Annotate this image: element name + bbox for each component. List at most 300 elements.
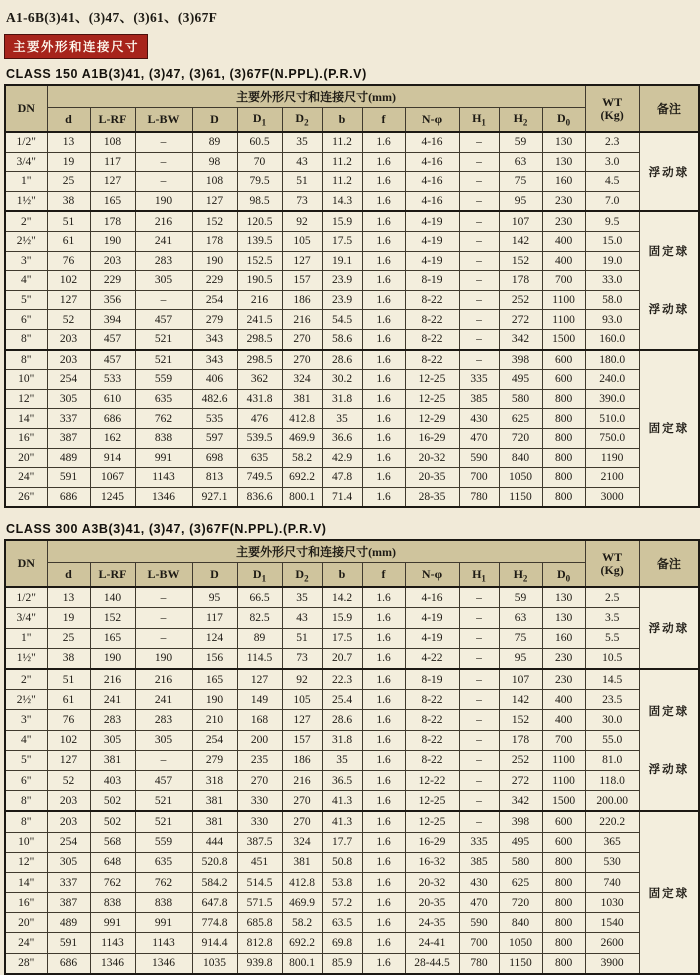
table-cell: 356 <box>90 290 135 310</box>
table-cell: 482.6 <box>192 389 237 409</box>
table-cell: 43 <box>282 608 322 628</box>
table-cell: 19.0 <box>585 251 639 271</box>
table-cell: 335 <box>459 832 499 852</box>
dn-cell: 20" <box>5 913 47 933</box>
table-cell: 102 <box>47 730 90 750</box>
table-cell: 568 <box>90 832 135 852</box>
table-cell: 800 <box>542 933 585 953</box>
table-cell: 252 <box>499 750 542 770</box>
table-cell: 152 <box>499 710 542 730</box>
table-row <box>5 329 699 349</box>
table-cell: 98.5 <box>237 191 282 211</box>
table-cell: 337 <box>47 409 90 429</box>
table-cell: 412.8 <box>282 409 322 429</box>
page-title: A1-6B(3)41、(3)47、(3)61、(3)67F <box>6 10 218 25</box>
table-cell: 298.5 <box>237 350 282 370</box>
table-cell: 495 <box>499 370 542 390</box>
table-cell: 692.2 <box>282 468 322 488</box>
table-cell: 190 <box>192 690 237 710</box>
table-cell: – <box>135 152 192 172</box>
dn-cell: 1½" <box>5 648 47 669</box>
table-cell: – <box>459 770 499 790</box>
table-cell: 190.5 <box>237 271 282 291</box>
table-cell: 800 <box>542 487 585 507</box>
dn-cell: 2½" <box>5 690 47 710</box>
table-cell: 12-25 <box>405 811 459 832</box>
table-cell: 469.9 <box>282 428 322 448</box>
class300-table-container <box>4 539 696 975</box>
table-cell: 305 <box>90 730 135 750</box>
table-cell: 105 <box>282 690 322 710</box>
table-cell: 230 <box>542 648 585 669</box>
remark-label-stack <box>640 420 699 436</box>
table-row <box>5 628 699 648</box>
table-cell: 20-32 <box>405 872 459 892</box>
table-cell: 800 <box>542 409 585 429</box>
col-header-h1: $H_1$ <box>459 108 499 133</box>
table-cell: 127 <box>282 710 322 730</box>
table-cell: 51 <box>47 211 90 231</box>
table-cell: – <box>459 172 499 192</box>
table-cell: 200.00 <box>585 791 639 812</box>
table-cell: 1.6 <box>362 893 405 913</box>
table-cell: – <box>459 648 499 669</box>
table-cell: 635 <box>237 448 282 468</box>
table-cell: 1150 <box>499 487 542 507</box>
table-cell: 270 <box>237 770 282 790</box>
table-cell: 102 <box>47 271 90 291</box>
table-cell: 335 <box>459 370 499 390</box>
table-cell: 1.6 <box>362 791 405 812</box>
table-cell: 22.3 <box>322 669 362 690</box>
table-cell: 43 <box>282 152 322 172</box>
col-header-d: D <box>192 563 237 588</box>
table-cell: 812.8 <box>237 933 282 953</box>
table-cell: 4.5 <box>585 172 639 192</box>
table-cell: 35 <box>282 132 322 152</box>
table-cell: 1.6 <box>362 132 405 152</box>
table-cell: 698 <box>192 448 237 468</box>
table-cell: 28.6 <box>322 710 362 730</box>
dn-cell: 12" <box>5 389 47 409</box>
dn-cell: 1" <box>5 172 47 192</box>
table-cell: 1.6 <box>362 409 405 429</box>
table-cell: 1.6 <box>362 832 405 852</box>
table-cell: – <box>135 628 192 648</box>
table-cell: 165 <box>90 628 135 648</box>
dn-cell: 16" <box>5 428 47 448</box>
table-cell: 270 <box>282 791 322 812</box>
table-cell: 12-25 <box>405 370 459 390</box>
table-cell: 272 <box>499 770 542 790</box>
table-cell: 750.0 <box>585 428 639 448</box>
table-cell: 470 <box>459 428 499 448</box>
table-cell: 270 <box>282 329 322 349</box>
table-cell: 57.2 <box>322 893 362 913</box>
table-cell: 95 <box>499 191 542 211</box>
table-cell: 69.8 <box>322 933 362 953</box>
table-cell: – <box>135 290 192 310</box>
table-cell: 648 <box>90 852 135 872</box>
table-cell: 279 <box>192 310 237 330</box>
table-cell: 35 <box>282 587 322 608</box>
table-cell: 61 <box>47 231 90 251</box>
table-cell: 127 <box>47 750 90 770</box>
table-cell: 8-22 <box>405 750 459 770</box>
table-cell: 533 <box>90 370 135 390</box>
table-cell: – <box>135 587 192 608</box>
table-cell: 385 <box>459 389 499 409</box>
table-cell: 381 <box>192 811 237 832</box>
table-cell: 95 <box>499 648 542 669</box>
dn-cell: 5" <box>5 750 47 770</box>
table-cell: 559 <box>135 832 192 852</box>
remark-label: 固定球 <box>648 706 690 719</box>
table-cell: 635 <box>135 852 192 872</box>
dn-cell: 3/4" <box>5 152 47 172</box>
table-cell: 142 <box>499 690 542 710</box>
table-row <box>5 872 699 892</box>
dn-cell: 2" <box>5 669 47 690</box>
table-cell: 60.5 <box>237 132 282 152</box>
remark-label: 浮动球 <box>648 304 690 317</box>
table-cell: 381 <box>282 389 322 409</box>
table-cell: 469.9 <box>282 893 322 913</box>
table-cell: 55.0 <box>585 730 639 750</box>
remark-label-stack <box>640 243 699 317</box>
table-cell: 762 <box>90 872 135 892</box>
table-cell: 686 <box>47 953 90 974</box>
table-row <box>5 132 699 152</box>
table-cell: 1.6 <box>362 608 405 628</box>
table-cell: 81.0 <box>585 750 639 770</box>
table-cell: 1190 <box>585 448 639 468</box>
table-cell: 1.6 <box>362 231 405 251</box>
table-cell: 1.6 <box>362 370 405 390</box>
table-cell: 387.5 <box>237 832 282 852</box>
table-cell: 800 <box>542 913 585 933</box>
table-cell: 38 <box>47 648 90 669</box>
table-cell: 63 <box>499 152 542 172</box>
table-row <box>5 913 699 933</box>
table-cell: 240.0 <box>585 370 639 390</box>
col-header-b: b <box>322 108 362 133</box>
table-cell: 20-32 <box>405 448 459 468</box>
table-cell: 190 <box>135 648 192 669</box>
table-cell: 58.2 <box>282 448 322 468</box>
table-cell: 23.9 <box>322 271 362 291</box>
table-cell: 4-16 <box>405 172 459 192</box>
table-cell: 381 <box>282 852 322 872</box>
table-cell: 991 <box>135 448 192 468</box>
table-cell: 107 <box>499 669 542 690</box>
table-cell: 1143 <box>135 468 192 488</box>
remark-label-stack <box>640 703 699 777</box>
table-cell: 700 <box>542 730 585 750</box>
table-row <box>5 211 699 231</box>
table-cell: 1.6 <box>362 587 405 608</box>
table-row <box>5 389 699 409</box>
table-cell: 15.9 <box>322 211 362 231</box>
table-cell: 16-32 <box>405 852 459 872</box>
table-cell: 7.0 <box>585 191 639 211</box>
table-cell: 3000 <box>585 487 639 507</box>
table-cell: 489 <box>47 448 90 468</box>
table-cell: 1150 <box>499 953 542 974</box>
table-cell: 2.5 <box>585 587 639 608</box>
table-cell: 35 <box>322 750 362 770</box>
table-cell: – <box>459 669 499 690</box>
table-cell: 52 <box>47 770 90 790</box>
table-cell: 20.7 <box>322 648 362 669</box>
dn-cell: 20" <box>5 448 47 468</box>
table-cell: 381 <box>90 750 135 770</box>
table-cell: 241 <box>135 690 192 710</box>
table-cell: 124 <box>192 628 237 648</box>
table-cell: 12-25 <box>405 791 459 812</box>
dn-cell: 3/4" <box>5 608 47 628</box>
table-row <box>5 852 699 872</box>
table-cell: – <box>459 271 499 291</box>
table-cell: 444 <box>192 832 237 852</box>
table-row <box>5 811 699 832</box>
table-cell: 1.6 <box>362 690 405 710</box>
table-cell: 130 <box>542 608 585 628</box>
table-row <box>5 428 699 448</box>
table-cell: 117 <box>192 608 237 628</box>
table-cell: 10.5 <box>585 648 639 669</box>
table-cell: 431.8 <box>237 389 282 409</box>
table-row <box>5 271 699 291</box>
table-cell: 1.6 <box>362 152 405 172</box>
dn-cell: 10" <box>5 370 47 390</box>
table-cell: 1346 <box>135 953 192 974</box>
dn-cell: 6" <box>5 310 47 330</box>
table-row <box>5 669 699 690</box>
table-cell: 1050 <box>499 933 542 953</box>
col-header-lbw: L-BW <box>135 108 192 133</box>
col-header-group: 主要外形尺寸和连接尺寸(mm) <box>47 85 585 108</box>
table-cell: 1035 <box>192 953 237 974</box>
table-cell: 692.2 <box>282 933 322 953</box>
table-cell: – <box>459 211 499 231</box>
table-cell: 571.5 <box>237 893 282 913</box>
table-row <box>5 172 699 192</box>
col-header-d2: $D_2$ <box>282 108 322 133</box>
table-cell: 838 <box>90 893 135 913</box>
table-cell: 400 <box>542 231 585 251</box>
table-cell: 774.8 <box>192 913 237 933</box>
table-cell: 152 <box>192 211 237 231</box>
table-cell: 230 <box>542 669 585 690</box>
table-cell: 530 <box>585 852 639 872</box>
remark-label-stack <box>640 885 699 901</box>
table-cell: 1.6 <box>362 271 405 291</box>
table-cell: 1.6 <box>362 350 405 370</box>
table-cell: 178 <box>192 231 237 251</box>
table-cell: 28-44.5 <box>405 953 459 974</box>
table-cell: 510.0 <box>585 409 639 429</box>
dn-cell: 2" <box>5 211 47 231</box>
table-cell: 2100 <box>585 468 639 488</box>
table-cell: 840 <box>499 448 542 468</box>
table-cell: 762 <box>135 872 192 892</box>
table-cell: 59 <box>499 132 542 152</box>
remark-label: 浮动球 <box>648 623 690 636</box>
table-cell: 20-35 <box>405 893 459 913</box>
table-cell: 130 <box>542 587 585 608</box>
table-cell: 16-29 <box>405 832 459 852</box>
table-cell: 1.6 <box>362 710 405 730</box>
col-header-lbw: L-BW <box>135 563 192 588</box>
remark-label: 固定球 <box>648 423 690 436</box>
table-cell: 14.2 <box>322 587 362 608</box>
remark-label: 固定球 <box>648 246 690 259</box>
table-cell: 95 <box>192 587 237 608</box>
col-header-remark: 备注 <box>639 540 699 587</box>
table-cell: 584.2 <box>192 872 237 892</box>
table-cell: 92 <box>282 669 322 690</box>
table-cell: – <box>135 608 192 628</box>
table-cell: 108 <box>192 172 237 192</box>
table-cell: 1.6 <box>362 913 405 933</box>
table-row <box>5 152 699 172</box>
table-cell: 780 <box>459 953 499 974</box>
table-cell: 283 <box>135 710 192 730</box>
table-cell: 1067 <box>90 468 135 488</box>
table-cell: 840 <box>499 913 542 933</box>
remark-group-cell <box>639 350 699 508</box>
table-row <box>5 251 699 271</box>
dn-cell: 1/2" <box>5 587 47 608</box>
table-cell: 270 <box>282 350 322 370</box>
dn-cell: 3" <box>5 710 47 730</box>
table-cell: 11.2 <box>322 132 362 152</box>
table-cell: 216 <box>237 290 282 310</box>
dn-cell: 10" <box>5 832 47 852</box>
table-cell: 430 <box>459 872 499 892</box>
table-cell: 1.6 <box>362 468 405 488</box>
table-cell: 1.6 <box>362 290 405 310</box>
table-cell: 38 <box>47 191 90 211</box>
remark-group-cell <box>639 669 699 811</box>
dn-cell: 1" <box>5 628 47 648</box>
remark-group-cell <box>639 132 699 211</box>
table-cell: 495 <box>499 832 542 852</box>
table-cell: 14.3 <box>322 191 362 211</box>
dn-cell: 24" <box>5 468 47 488</box>
table-cell: 24-35 <box>405 913 459 933</box>
dn-cell: 4" <box>5 271 47 291</box>
table-cell: 400 <box>542 710 585 730</box>
wt-label: WT <box>602 549 623 564</box>
table-cell: 3.5 <box>585 608 639 628</box>
table-cell: 398 <box>499 350 542 370</box>
table-cell: 1.6 <box>362 448 405 468</box>
table-row <box>5 893 699 913</box>
table-cell: 25 <box>47 628 90 648</box>
dn-cell: 8" <box>5 329 47 349</box>
table-cell: 800 <box>542 893 585 913</box>
table-cell: 800 <box>542 468 585 488</box>
table-cell: 165 <box>90 191 135 211</box>
table-cell: 3900 <box>585 953 639 974</box>
dn-cell: 1½" <box>5 191 47 211</box>
table-cell: 398 <box>499 811 542 832</box>
table-cell: 1100 <box>542 750 585 770</box>
table-cell: 991 <box>90 913 135 933</box>
table-cell: 41.3 <box>322 791 362 812</box>
table-cell: 1.6 <box>362 811 405 832</box>
dn-cell: 8" <box>5 791 47 812</box>
table-cell: 559 <box>135 370 192 390</box>
table-cell: – <box>459 290 499 310</box>
table-cell: 390.0 <box>585 389 639 409</box>
table-cell: 914.4 <box>192 933 237 953</box>
table-cell: 190 <box>135 191 192 211</box>
table-cell: 580 <box>499 852 542 872</box>
table-cell: 63 <box>499 608 542 628</box>
table-cell: 82.5 <box>237 608 282 628</box>
table-row <box>5 750 699 770</box>
table-cell: 780 <box>459 487 499 507</box>
table-cell: 142 <box>499 231 542 251</box>
table-cell: 800 <box>542 953 585 974</box>
table-cell: 1.6 <box>362 750 405 770</box>
table-cell: 343 <box>192 350 237 370</box>
table-cell: 1.6 <box>362 933 405 953</box>
table-cell: 342 <box>499 329 542 349</box>
table-cell: 8-19 <box>405 271 459 291</box>
col-header-d: d <box>47 108 90 133</box>
table-cell: 470 <box>459 893 499 913</box>
table-cell: 1500 <box>542 791 585 812</box>
col-header-h2: $H_2$ <box>499 108 542 133</box>
table-cell: 203 <box>47 350 90 370</box>
table-cell: 254 <box>47 370 90 390</box>
table-cell: 71.4 <box>322 487 362 507</box>
table-cell: 53.8 <box>322 872 362 892</box>
table-cell: 13 <box>47 587 90 608</box>
col-header-lrf: L-RF <box>90 563 135 588</box>
table-cell: 4-19 <box>405 231 459 251</box>
table-cell: 8-22 <box>405 350 459 370</box>
table-cell: 89 <box>192 132 237 152</box>
table-cell: 98 <box>192 152 237 172</box>
table-cell: 54.5 <box>322 310 362 330</box>
dimensions-table <box>4 84 700 508</box>
table-cell: 457 <box>135 310 192 330</box>
table-cell: 476 <box>237 409 282 429</box>
table-cell: 1.6 <box>362 872 405 892</box>
table-cell: 252 <box>499 290 542 310</box>
table-row <box>5 191 699 211</box>
table-cell: 813 <box>192 468 237 488</box>
table-cell: 24-41 <box>405 933 459 953</box>
table-cell: – <box>459 251 499 271</box>
table-cell: 127 <box>47 290 90 310</box>
table-cell: 59 <box>499 587 542 608</box>
table-cell: 800.1 <box>282 953 322 974</box>
table-cell: – <box>459 132 499 152</box>
table-cell: – <box>459 628 499 648</box>
dn-cell: 24" <box>5 933 47 953</box>
col-header-h2: $H_2$ <box>499 563 542 588</box>
table-cell: 762 <box>135 409 192 429</box>
table-row <box>5 690 699 710</box>
table-cell: 241 <box>135 231 192 251</box>
table-cell: 590 <box>459 448 499 468</box>
